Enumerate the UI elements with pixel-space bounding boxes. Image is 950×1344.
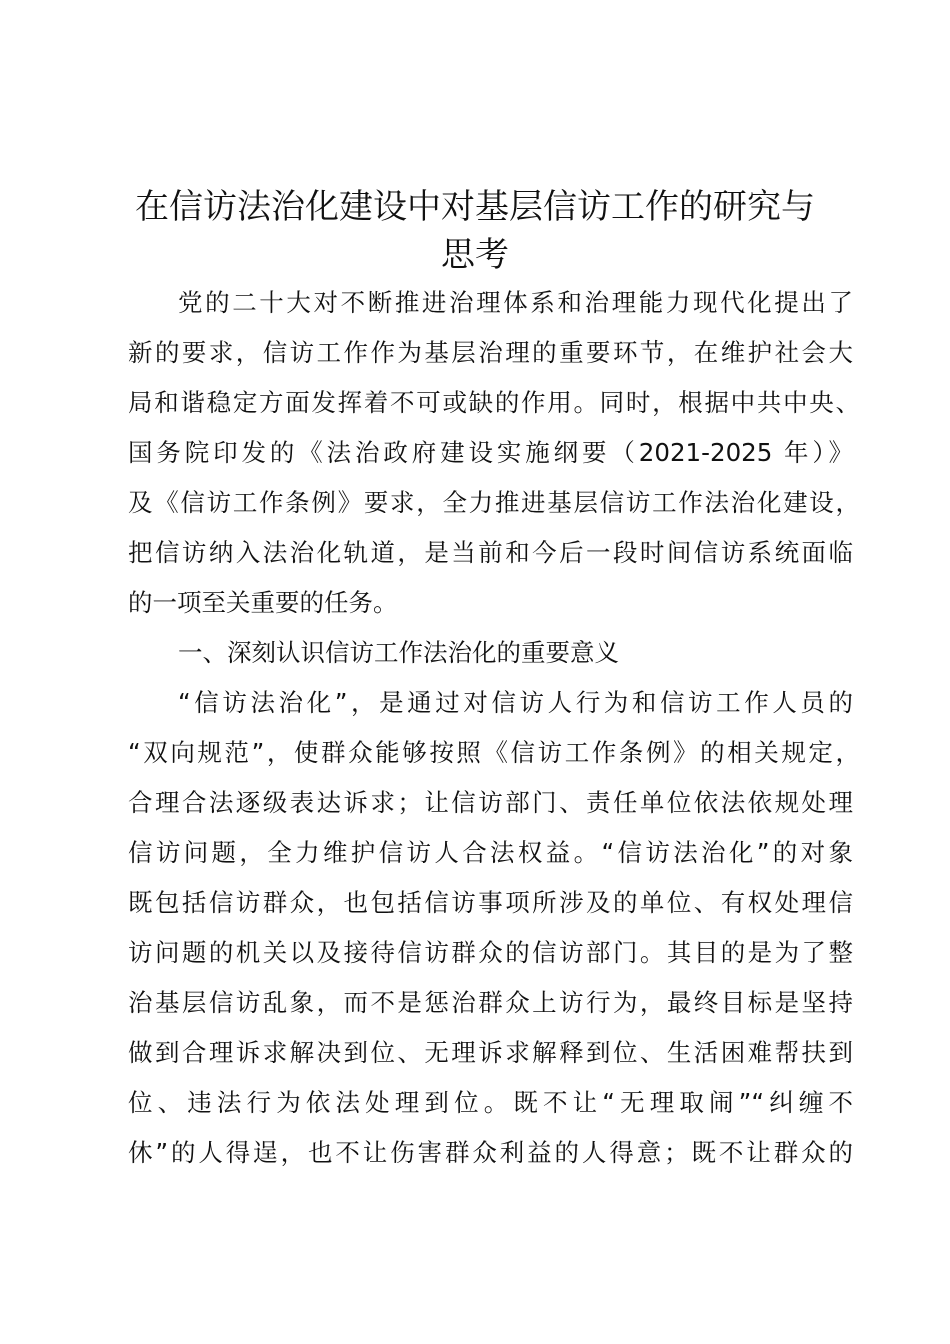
paragraph-line: 治基层信访乱象，而不是惩治群众上访行为，最终目标是坚持	[128, 988, 853, 1017]
paragraph-line: 既包括信访群众，也包括信访事项所涉及的单位、有权处理信	[128, 888, 853, 917]
paragraph-line: 合理合法逐级表达诉求；让信访部门、责任单位依法依规处理	[128, 788, 853, 817]
paragraph-line: 及《信访工作条例》要求，全力推进基层信访工作法治化建设，	[128, 488, 860, 517]
section-heading: 一、深刻认识信访工作法治化的重要意义	[178, 638, 619, 667]
paragraph-line: 新的要求，信访工作作为基层治理的重要环节，在维护社会大	[128, 338, 853, 367]
paragraph-line: 局和谐稳定方面发挥着不可或缺的作用。同时，根据中共中央、	[128, 388, 860, 417]
paragraph-line: “双向规范”，使群众能够按照《信访工作条例》的相关规定，	[128, 738, 860, 767]
paragraph-line: 的一项至关重要的任务。	[128, 588, 398, 617]
paragraph-line: 做到合理诉求解决到位、无理诉求解释到位、生活困难帮扶到	[128, 1038, 853, 1067]
paragraph-line: 把信访纳入法治化轨道，是当前和今后一段时间信访系统面临	[128, 538, 853, 567]
paragraph-line: 访问题的机关以及接待信访群众的信访部门。其目的是为了整	[128, 938, 853, 967]
paragraph-line: 党的二十大对不断推进治理体系和治理能力现代化提出了	[178, 288, 853, 317]
paragraph-line: 位、违法行为依法处理到位。既不让“无理取闹”“纠缠不	[128, 1088, 853, 1117]
paragraph-line: 国务院印发的《法治政府建设实施纲要（2021-2025 年）》	[128, 438, 853, 467]
document-title-line-2: 思考	[441, 235, 509, 275]
document-title-line-1: 在信访法治化建设中对基层信访工作的研究与	[135, 187, 815, 227]
paragraph-line: “信访法治化”，是通过对信访人行为和信访工作人员的	[178, 688, 853, 717]
paragraph-line: 信访问题，全力维护信访人合法权益。“信访法治化”的对象	[128, 838, 853, 867]
paragraph-line: 休”的人得逞，也不让伤害群众利益的人得意；既不让群众的	[128, 1138, 853, 1167]
